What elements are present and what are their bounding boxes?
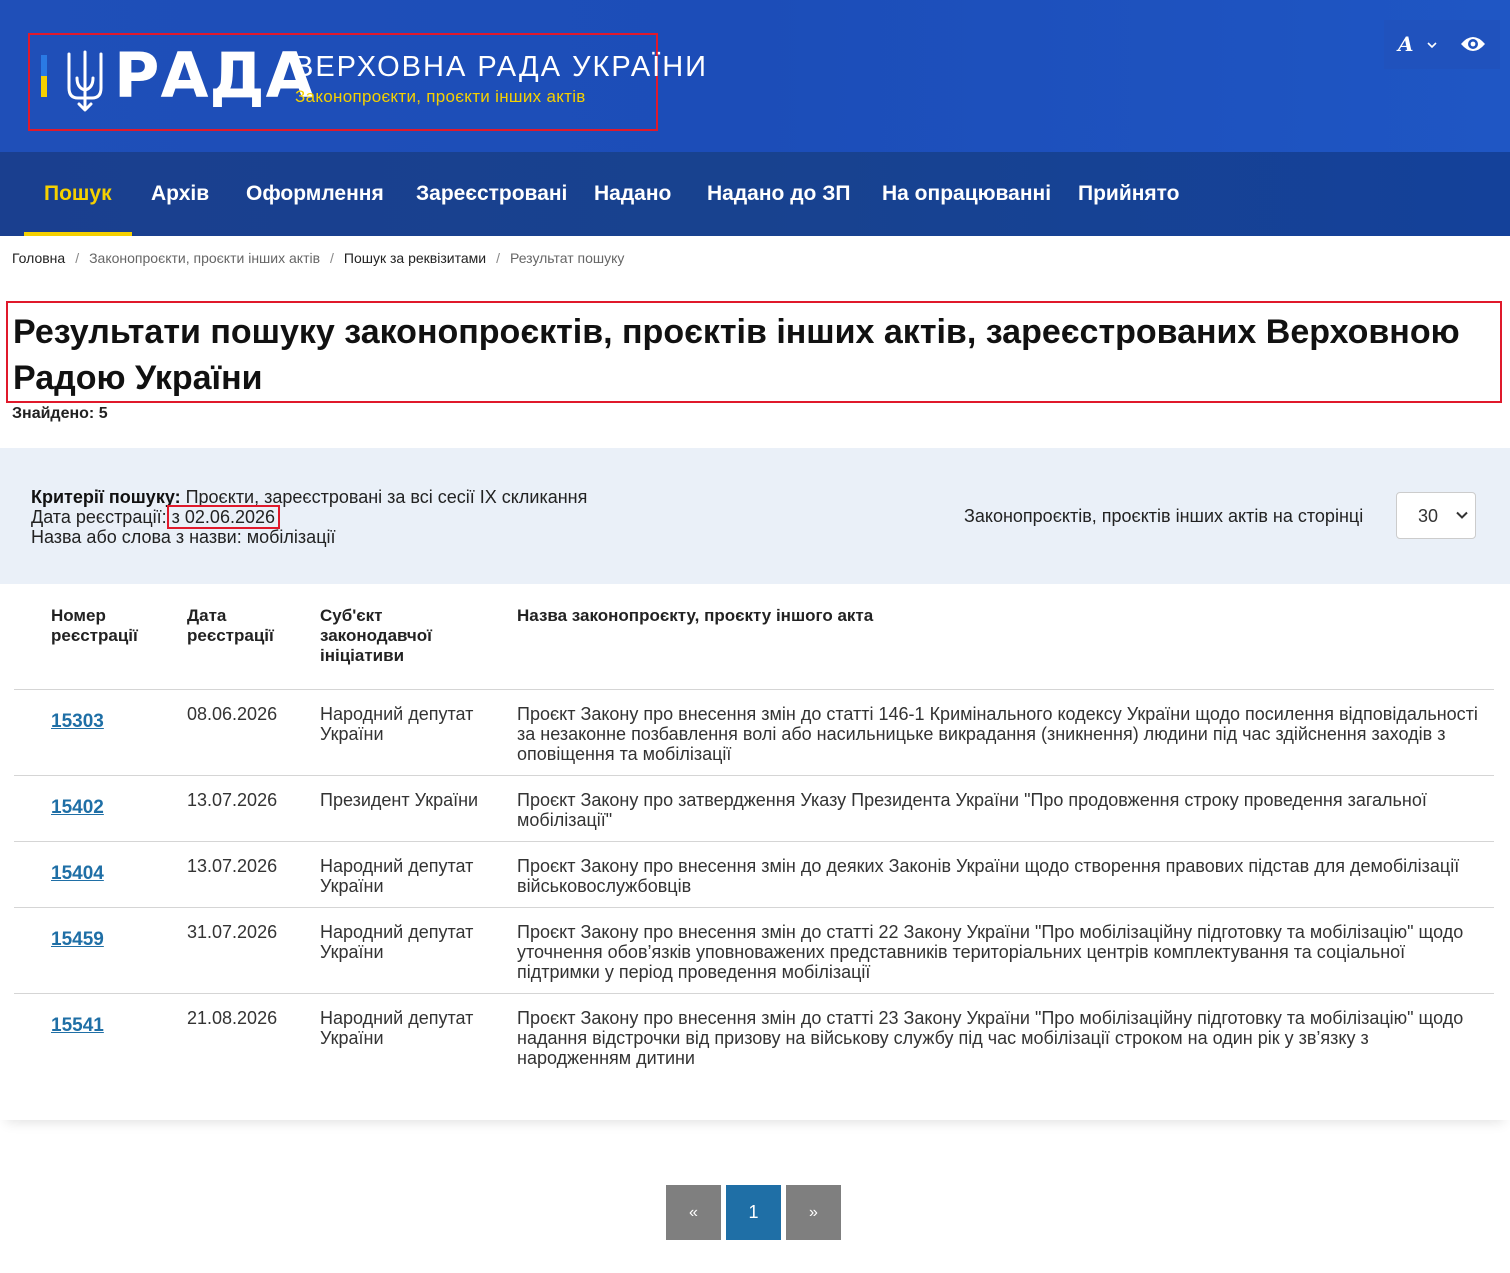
breadcrumb-home[interactable]: Головна [12, 250, 66, 266]
chevron-down-icon [1427, 40, 1437, 50]
breadcrumb: Головна / Законопроєкти, проєкти інших актів / Пошук за реквізитами / Результат пошуку [12, 250, 625, 266]
nav-item-adopted[interactable]: Прийнято [1078, 182, 1180, 205]
results-count: Знайдено: 5 [12, 405, 108, 422]
bill-name: Проєкт Закону про затвердження Указу Президента України "Про продовження строку проведення загальної мобілізації" [517, 790, 1427, 830]
bill-name: Проєкт Закону про внесення змін до статті 146-1 Кримінального кодексу України щодо посилення відповідальності за незаконне позбавлення волі або насильницьке викрадання (зникнення) людини під час здійснення заходів з оповіщення та мобілізації [517, 704, 1478, 764]
nav-item-processing[interactable]: На опрацюванні [882, 182, 1052, 205]
registration-number-link[interactable]: 15459 [51, 929, 104, 950]
initiative-subject: Народний депутат України [320, 856, 474, 896]
initiative-subject: Народний депутат України [320, 704, 474, 744]
registration-number-link[interactable]: 15541 [51, 1015, 104, 1036]
search-criteria-panel [0, 448, 1510, 584]
site-logo[interactable] [28, 33, 709, 131]
criteria-value: Проєкти, зареєстровані за всі сесії IX скликання [180, 487, 588, 507]
criteria-label: Критерії пошуку: [31, 487, 181, 507]
breadcrumb-current: Результат пошуку [509, 250, 625, 266]
page-title: Результати пошуку законопроєктів, проєктів інших актів, зареєстрованих Верховною Радою України [13, 313, 1460, 397]
main-nav [0, 152, 1510, 236]
breadcrumb-search[interactable]: Пошук за реквізитами [343, 250, 487, 266]
nav-item-archive[interactable]: Архів [151, 182, 210, 205]
site-subtitle: Законопроєкти, проєкти інших актів [295, 87, 586, 106]
nav-item-formatting[interactable]: Оформлення [246, 182, 384, 205]
per-page-value: 30 [1418, 506, 1439, 526]
pagination-prev-button[interactable]: « [666, 1185, 721, 1240]
date-value: з 02.06.2026 [167, 505, 280, 529]
trident-icon [64, 48, 106, 112]
initiative-subject: Народний депутат України [320, 1008, 474, 1048]
initiative-subject: Президент України [320, 790, 479, 810]
bill-name: Проєкт Закону про внесення змін до деяких Законів України щодо створення правових підстав для демобілізації військовослужбовців [517, 856, 1460, 896]
registration-number-link[interactable]: 15303 [51, 711, 104, 732]
eye-icon[interactable] [1460, 34, 1486, 54]
name-value: мобілізації [241, 527, 336, 547]
pagination-page-1[interactable]: 1 [726, 1185, 781, 1240]
per-page-select[interactable] [1396, 492, 1476, 539]
site-header [0, 0, 1510, 152]
table-row [14, 689, 1494, 775]
registration-date: 13.07.2026 [187, 790, 278, 810]
breadcrumb-bills[interactable]: Законопроєкти, проєкти інших актів [89, 250, 321, 266]
font-size-label: A [1398, 32, 1414, 56]
column-header-date: Дата реєстрації [187, 606, 274, 645]
site-title: ВЕРХОВНА РАДА УКРАЇНИ [294, 51, 709, 83]
bill-name: Проєкт Закону про внесення змін до статті 23 Закону України "Про мобілізаційну підготовку та мобілізацію" щодо надання відстрочки від призову на військову службу під час мобілізації строком на один рік у зв’язку з народженням дитини [517, 1008, 1464, 1068]
registration-date: 21.08.2026 [187, 1008, 278, 1028]
bill-name: Проєкт Закону про внесення змін до статті 22 Закону України "Про мобілізаційну підготовку та мобілізацію" щодо уточнення обов’язків уповноважених представників територіальних центрів комплектування та соціальної підтримки у період проведення мобілізації [517, 922, 1464, 982]
results-table [0, 584, 1510, 1120]
accessibility-tools [1384, 20, 1500, 69]
chevron-down-icon [1455, 508, 1469, 522]
logo-word: РАДА [114, 39, 315, 112]
nav-item-search[interactable]: Пошук [44, 152, 112, 236]
per-page-label: Законопроєктів, проєктів інших актів на сторінці [964, 506, 1364, 526]
nav-item-registered[interactable]: Зареєстровані [416, 182, 568, 205]
registration-date: 31.07.2026 [187, 922, 278, 942]
registration-date: 13.07.2026 [187, 856, 278, 876]
name-label: Назва або слова з назви: [31, 527, 242, 547]
initiative-subject: Народний депутат України [320, 922, 474, 962]
criteria-text [31, 487, 587, 547]
table-row [14, 841, 1494, 907]
pagination-next-button[interactable]: » [786, 1185, 841, 1240]
page-title-box [6, 301, 1502, 403]
column-header-name: Назва законопроєкту, проєкту іншого акта [517, 606, 874, 625]
column-header-subject: Суб'єкт законодавчої ініціативи [320, 606, 432, 665]
registration-number-link[interactable]: 15404 [51, 863, 104, 884]
registration-date: 08.06.2026 [187, 704, 278, 724]
column-header-number: Номер реєстрації [51, 606, 138, 645]
registration-number-link[interactable]: 15402 [51, 797, 104, 818]
table-row [14, 907, 1494, 993]
date-label: Дата реєстрації: [31, 507, 167, 527]
font-size-button[interactable] [1398, 32, 1446, 58]
table-row [14, 993, 1494, 1079]
nav-item-submitted[interactable]: Надано [594, 182, 672, 205]
flag-icon [41, 55, 47, 97]
table-row [14, 775, 1494, 841]
nav-item-submitted-zp[interactable]: Надано до ЗП [707, 182, 851, 205]
